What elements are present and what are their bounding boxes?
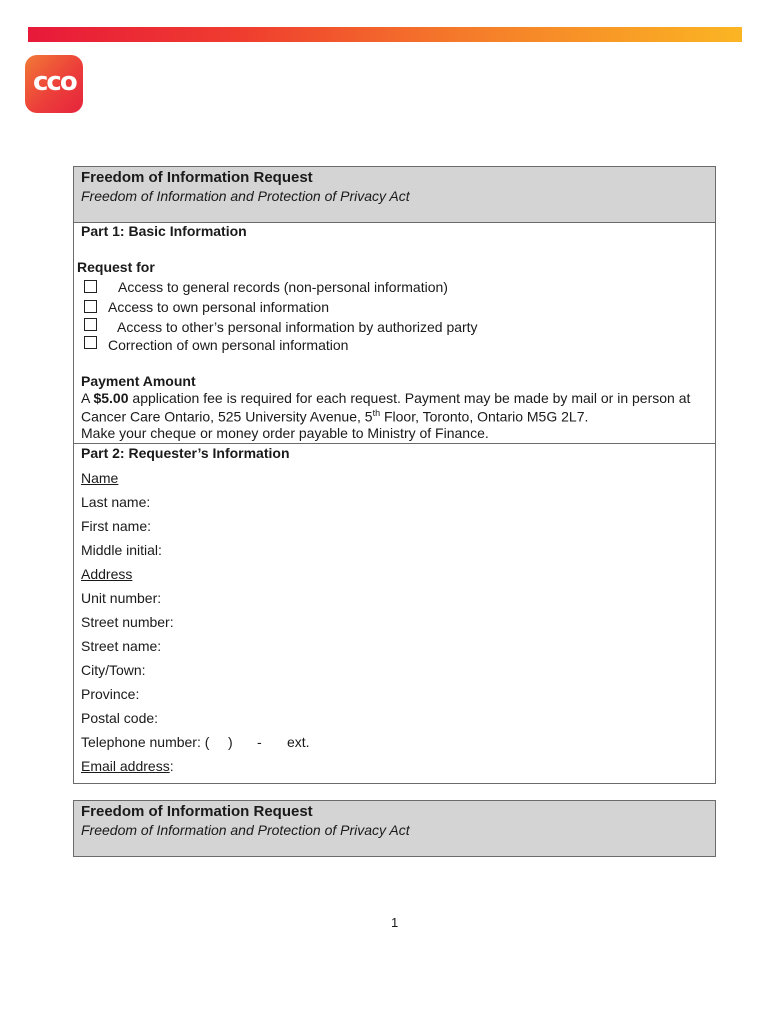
checkbox-correction[interactable] <box>84 336 97 349</box>
payment-line-3: Make your cheque or money order payable to Ministry of Finance. <box>81 425 489 441</box>
option-correction: Correction of own personal information <box>108 337 349 353</box>
form-title-repeat: Freedom of Information Request <box>81 803 313 820</box>
first-name-field[interactable]: First name: <box>81 518 152 534</box>
telephone-close-paren: ) <box>228 734 233 750</box>
brand-gradient-bar <box>28 27 742 42</box>
form-header <box>73 166 716 223</box>
name-heading: Name <box>81 470 119 486</box>
telephone-dash: - <box>257 734 262 750</box>
email-field[interactable]: Email address: <box>81 758 174 774</box>
checkbox-own-personal[interactable] <box>84 300 97 313</box>
checkbox-general-records[interactable] <box>84 280 97 293</box>
telephone-ext[interactable]: ext. <box>287 734 310 750</box>
page-number: 1 <box>391 915 399 930</box>
payment-fee: $5.00 <box>93 390 129 406</box>
part1-heading: Part 1: Basic Information <box>81 223 247 239</box>
part2-section <box>73 443 716 784</box>
logo-text: cco <box>33 67 76 97</box>
city-town-field[interactable]: City/Town: <box>81 662 146 678</box>
middle-initial-field[interactable]: Middle initial: <box>81 542 162 558</box>
postal-code-field[interactable]: Postal code: <box>81 710 159 726</box>
form-subtitle: Freedom of Information and Protection of Privacy Act <box>81 188 410 204</box>
option-general-records: Access to general records (non-personal information) <box>118 279 448 295</box>
part1-section <box>73 222 716 444</box>
telephone-field[interactable]: Telephone number: ( <box>81 734 210 750</box>
form-header-repeat <box>73 800 716 857</box>
province-field[interactable]: Province: <box>81 686 140 702</box>
street-name-field[interactable]: Street name: <box>81 638 162 654</box>
street-number-field[interactable]: Street number: <box>81 614 174 630</box>
request-for-label: Request for <box>77 259 155 275</box>
payment-line-2: Cancer Care Ontario, 525 University Avenue, 5th Floor, Toronto, Ontario M5G 2L7. <box>81 408 589 425</box>
part2-heading: Part 2: Requester’s Information <box>81 445 290 461</box>
option-own-personal: Access to own personal information <box>108 299 329 315</box>
address-heading: Address <box>81 566 133 582</box>
payment-heading: Payment Amount <box>81 373 196 389</box>
last-name-field[interactable]: Last name: <box>81 494 151 510</box>
form-title: Freedom of Information Request <box>81 169 313 186</box>
form-subtitle-repeat: Freedom of Information and Protection of Privacy Act <box>81 822 410 838</box>
option-others-personal: Access to other’s personal information by authorized party <box>117 319 478 335</box>
cco-logo <box>25 55 83 113</box>
checkbox-others-personal[interactable] <box>84 318 97 331</box>
payment-line-1: A $5.00 application fee is required for each request. Payment may be made by mail or in person at <box>81 390 691 406</box>
unit-number-field[interactable]: Unit number: <box>81 590 162 606</box>
